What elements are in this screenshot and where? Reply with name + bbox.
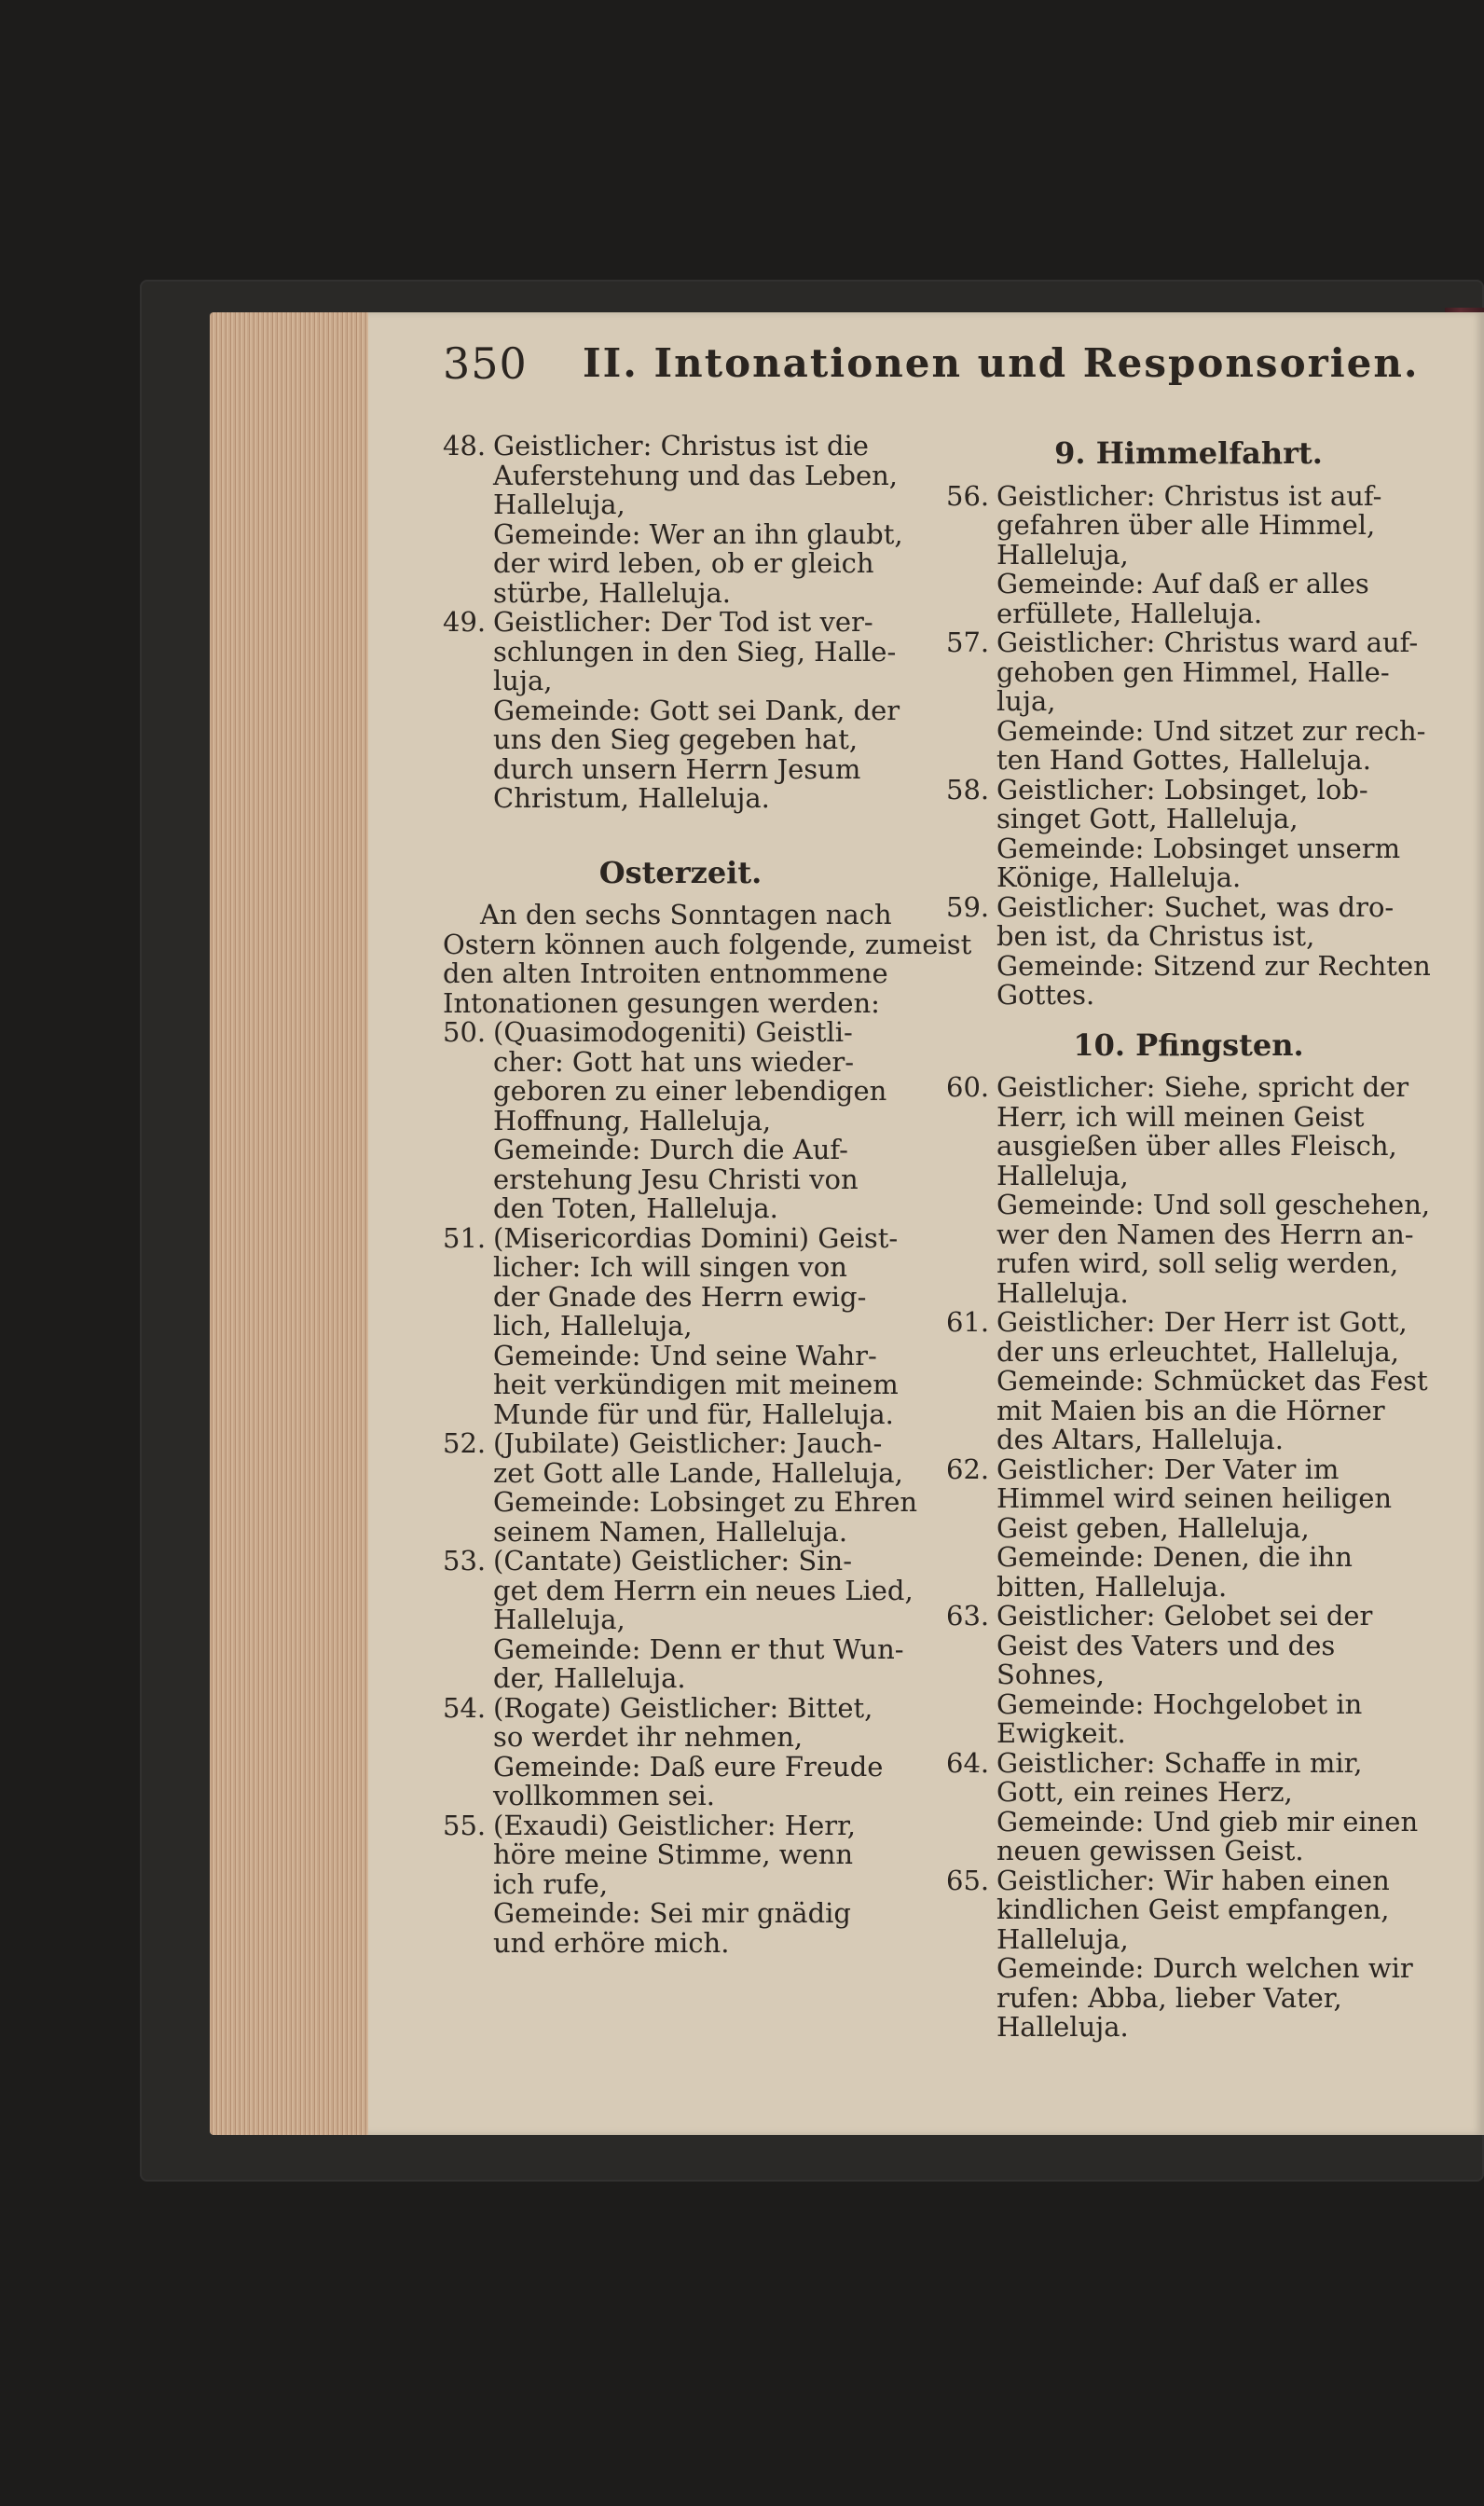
entry-line: Halleluja,: [493, 489, 625, 520]
entry-text: [493, 1429, 918, 1547]
hymn-entry: [946, 1866, 1431, 2043]
entry-line: erfüllete, Halleluja.: [996, 597, 1263, 629]
entry-number: 60.: [946, 1071, 990, 1103]
entry-text: [996, 773, 1431, 893]
entry-line: wer den Namen des Herrn an-: [996, 1218, 1414, 1250]
hymn-entry: [946, 1455, 1431, 1603]
entry-line: Gemeinde: Lobsinget zu Ehren: [493, 1486, 918, 1518]
entry-line: luja,: [493, 665, 553, 696]
page-edges: [210, 312, 370, 2135]
page-number: 350: [443, 338, 528, 389]
hymn-entry: [443, 1547, 918, 1694]
hymn-entry: [443, 1018, 918, 1224]
entry-line: kindlichen Geist empfangen,: [996, 1893, 1390, 1925]
entry-number: 59.: [946, 890, 990, 923]
entry-text: [493, 1691, 918, 1811]
entry-text: [493, 1811, 918, 1959]
hymn-entry: [443, 608, 918, 814]
entry-number: 58.: [946, 773, 990, 806]
entry-line: heit verkündigen mit meinem: [493, 1369, 899, 1400]
entry-line: Gemeinde: Daß eure Freude: [493, 1750, 884, 1783]
hymn-entry: [946, 1602, 1431, 1749]
entry-line: ausgießen über alles Fleisch,: [996, 1130, 1397, 1162]
entry-line: licher: Ich will singen von: [493, 1251, 847, 1283]
entry-line: Christum, Halleluja.: [493, 782, 770, 814]
entry-number: 63.: [946, 1600, 990, 1632]
entry-text: [996, 1602, 1431, 1749]
section-heading-pfingsten: 10. Pfingsten.: [1073, 1026, 1304, 1063]
hymn-entry: [946, 628, 1431, 776]
entry-line: stürbe, Halleluja.: [493, 576, 731, 609]
entry-line: schlungen in den Sieg, Halle-: [493, 635, 897, 668]
intro-paragraph: [443, 899, 972, 1019]
spacer: [443, 814, 918, 851]
entry-line: Geistlicher: Christus ist die: [493, 430, 869, 461]
entry-text: [996, 1455, 1431, 1603]
entry-number: 64.: [946, 1746, 990, 1779]
hymn-entry: [443, 1691, 918, 1811]
entry-line: (Cantate) Geistlicher: Sin-: [493, 1545, 853, 1577]
entry-line: Gemeinde: Denen, die ihn: [996, 1541, 1353, 1573]
entry-line: Geistlicher: Der Herr ist Gott,: [996, 1306, 1408, 1338]
entry-line: der uns erleuchtet, Halleluja,: [996, 1335, 1399, 1368]
entry-line: rufen: Abba, lieber Vater,: [996, 1981, 1342, 2014]
spacer: [946, 1011, 1431, 1024]
entry-number: 50.: [443, 1016, 487, 1048]
entry-line: ben ist, da Christus ist,: [996, 920, 1315, 952]
entry-line: uns den Sieg gegeben hat,: [493, 723, 859, 755]
entry-text: [996, 1308, 1431, 1455]
entry-line: den Toten, Halleluja.: [493, 1192, 778, 1224]
entry-line: höre meine Stimme, wenn: [493, 1838, 854, 1870]
entry-line: Gemeinde: Und sitzet zur rech-: [996, 714, 1426, 747]
entry-line: Gemeinde: Auf daß er alles: [996, 568, 1369, 599]
entry-line: zet Gott alle Lande, Halleluja,: [493, 1456, 903, 1489]
entry-text: [493, 1547, 918, 1694]
book-page: [368, 312, 1484, 2135]
entry-line: gehoben gen Himmel, Halle-: [996, 655, 1390, 688]
entry-line: Himmel wird seinen heiligen: [996, 1482, 1393, 1514]
entry-line: Geistlicher: Gelobet sei der: [996, 1600, 1373, 1632]
entry-line: der, Halleluja.: [493, 1662, 686, 1694]
running-title: II. Intonationen und Responsorien.: [583, 340, 1420, 386]
entry-line: neuen gewissen Geist.: [996, 1835, 1304, 1866]
entry-line: Gott, ein reines Herz,: [996, 1776, 1293, 1808]
entry-line: Gemeinde: Durch die Auf-: [493, 1134, 848, 1165]
entry-text: [493, 608, 918, 814]
entry-line: cher: Gott hat uns wieder-: [493, 1045, 855, 1078]
entry-line: Geistlicher: Christus ward auf-: [996, 626, 1419, 658]
entry-line: Könige, Halleluja.: [996, 861, 1242, 893]
entry-line: Geistlicher: Wir haben einen: [996, 1864, 1390, 1896]
entry-number: 56.: [946, 479, 990, 512]
entry-line: singet Gott, Halleluja,: [996, 803, 1298, 834]
entry-line: erstehung Jesu Christi von: [493, 1163, 859, 1195]
entry-line: Munde für und für, Halleluja.: [493, 1398, 894, 1430]
entry-line: (Exaudi) Geistlicher: Herr,: [493, 1809, 857, 1841]
entry-line: Gemeinde: Durch welchen wir: [996, 1952, 1413, 1984]
entry-line: seinem Namen, Halleluja.: [493, 1515, 848, 1548]
hymn-entry: [946, 1746, 1431, 1866]
entry-number: 57.: [946, 626, 990, 658]
entry-line: Herr, ich will meinen Geist: [996, 1100, 1365, 1133]
entry-line: get dem Herrn ein neues Lied,: [493, 1574, 914, 1606]
entry-line: Halleluja,: [493, 1604, 625, 1635]
entry-line: Geist des Vaters und des: [996, 1629, 1336, 1661]
entry-line: ich rufe,: [493, 1867, 609, 1900]
entry-line: des Altars, Halleluja.: [996, 1424, 1284, 1455]
entry-line: (Quasimodogeniti) Geistli-: [493, 1016, 853, 1048]
entry-line: Geistlicher: Suchet, was dro-: [996, 890, 1395, 923]
entry-line: und erhöre mich.: [493, 1926, 730, 1959]
entry-line: vollkommen sei.: [493, 1780, 716, 1811]
entry-line: Gemeinde: Denn er thut Wun-: [493, 1632, 904, 1665]
entry-text: [493, 1018, 918, 1224]
entry-number: 62.: [946, 1453, 990, 1485]
entry-line: Halleluja,: [996, 538, 1129, 571]
entry-line: (Rogate) Geistlicher: Bittet,: [493, 1691, 873, 1724]
entry-line: ten Hand Gottes, Halleluja.: [996, 744, 1371, 776]
entry-number: 51.: [443, 1221, 487, 1254]
hymn-entry: [443, 1811, 918, 1959]
entry-line: geboren zu einer lebendigen: [493, 1075, 887, 1107]
entry-number: 61.: [946, 1306, 990, 1338]
hymn-entry: [443, 1221, 918, 1430]
hymn-entry: [946, 1073, 1431, 1308]
entry-number: 48.: [443, 430, 487, 461]
entry-line: Halleluja,: [996, 1159, 1129, 1191]
entry-line: Geist geben, Halleluja,: [996, 1511, 1310, 1544]
entry-text: [996, 479, 1431, 629]
entry-line: Gemeinde: Und gieb mir einen: [996, 1805, 1419, 1838]
entry-text: [493, 1221, 918, 1430]
intro-line: den alten Introiten entnommene: [443, 957, 888, 989]
hymn-entry: [443, 1429, 918, 1547]
entry-text: [493, 432, 918, 608]
right-column: [946, 432, 1431, 2043]
hymn-entry: [443, 432, 918, 608]
entry-text: [996, 1866, 1431, 2043]
intro-line: An den sechs Sonntagen nach: [480, 899, 892, 930]
entry-line: Geistlicher: Der Tod ist ver-: [493, 606, 873, 638]
entry-number: 52.: [443, 1427, 487, 1459]
intro-line: Intonationen gesungen werden:: [443, 986, 880, 1019]
entry-line: Gemeinde: Hochgelobet in: [996, 1687, 1363, 1720]
entry-line: Halleluja.: [996, 2011, 1129, 2043]
hymn-entry: [946, 890, 1431, 1011]
entry-line: Halleluja.: [996, 1276, 1129, 1309]
entry-number: 54.: [443, 1691, 487, 1724]
entry-line: bitten, Halleluja.: [996, 1570, 1228, 1603]
entry-line: Gemeinde: Lobsinget unserm: [996, 832, 1401, 864]
entry-number: 49.: [443, 606, 487, 638]
intro-line: Ostern können auch folgende, zumeist: [443, 928, 972, 960]
entry-number: 65.: [946, 1864, 990, 1896]
entry-line: der Gnade des Herrn ewig-: [493, 1280, 867, 1313]
entry-line: gefahren über alle Himmel,: [996, 509, 1376, 541]
entry-text: [996, 1073, 1431, 1308]
entry-line: Geistlicher: Der Vater im: [996, 1453, 1340, 1485]
entry-line: rufen wird, soll selig werden,: [996, 1247, 1399, 1279]
entry-line: mit Maien bis an die Hörner: [996, 1394, 1385, 1426]
entry-line: luja,: [996, 685, 1056, 717]
entry-line: Geistlicher: Siehe, spricht der: [996, 1071, 1409, 1103]
entry-line: Sohnes,: [996, 1659, 1105, 1690]
section-heading-himmelfahrt: 9. Himmelfahrt.: [1054, 435, 1323, 471]
hymn-entry: [946, 479, 1431, 629]
entry-text: [996, 1746, 1431, 1866]
entry-line: Halleluja,: [996, 1922, 1129, 1955]
entry-text: [996, 890, 1431, 1011]
entry-line: Gottes.: [996, 979, 1095, 1011]
entry-line: (Jubilate) Geistlicher: Jauch-: [493, 1427, 883, 1459]
entry-line: der wird leben, ob er gleich: [493, 547, 874, 579]
entry-line: Hoffnung, Halleluja,: [493, 1104, 772, 1136]
section-heading-osterzeit: Osterzeit.: [598, 854, 763, 890]
entry-line: Geistlicher: Schaffe in mir,: [996, 1746, 1363, 1779]
entry-line: Geistlicher: Lobsinget, lob-: [996, 773, 1368, 806]
entry-line: Geistlicher: Christus ist auf-: [996, 479, 1382, 512]
entry-line: durch unsern Herrn Jesum: [493, 752, 861, 785]
hymn-entry: [946, 773, 1431, 893]
entry-text: [996, 628, 1431, 776]
page-header: [443, 338, 1450, 404]
entry-line: Gemeinde: Und seine Wahr-: [493, 1339, 877, 1371]
entry-line: (Misericordias Domini) Geist-: [493, 1221, 899, 1254]
entry-line: Gemeinde: Und soll geschehen,: [996, 1189, 1431, 1220]
entry-line: Gemeinde: Sei mir gnädig: [493, 1897, 851, 1929]
hymn-entry: [946, 1308, 1431, 1455]
entry-line: Gemeinde: Wer an ihn glaubt,: [493, 517, 903, 550]
entry-line: Auferstehung und das Leben,: [493, 459, 899, 491]
entry-line: Gemeinde: Sitzend zur Rechten: [996, 949, 1431, 982]
entry-number: 53.: [443, 1545, 487, 1577]
entry-line: so werdet ihr nehmen,: [493, 1721, 804, 1753]
entry-number: 55.: [443, 1809, 487, 1841]
entry-line: Gemeinde: Schmücket das Fest: [996, 1365, 1428, 1397]
entry-line: Ewigkeit.: [996, 1717, 1126, 1749]
entry-line: Gemeinde: Gott sei Dank, der: [493, 694, 900, 726]
entry-line: lich, Halleluja,: [493, 1310, 693, 1342]
